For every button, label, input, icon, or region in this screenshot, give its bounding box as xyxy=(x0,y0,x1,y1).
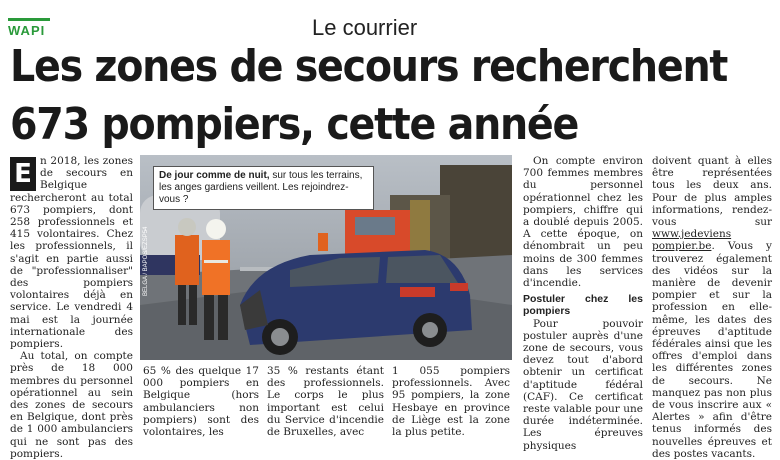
section-label: WAPI xyxy=(8,23,46,38)
headline-line-2: 673 pompiers, cette année xyxy=(10,99,579,150)
article-column-5 xyxy=(523,155,643,452)
headline-line-1: Les zones de secours recherchent xyxy=(10,41,728,92)
article-column-3 xyxy=(267,365,384,438)
paragraph-brussels: 1 055 pompiers professionnels. Avec 95 pompiers, la zone Hesbaye en province de Liège est la zone la plus petite. xyxy=(392,365,510,439)
paragraph-apply: Pour pouvoir postuler auprès d'une zone de secours, vous devez tout d'abord obtenir un certificat d'aptitude fédéral (CAF). Ce certificat reste valable pour une durée indéterminée. Les épreuves physiques xyxy=(523,317,643,452)
section-bar xyxy=(8,18,50,21)
dropcap: E xyxy=(10,157,36,191)
caption-text: sur tous les terrains, les anges gardiens veillent. Les rejoindrez-vous ? xyxy=(159,170,363,205)
article-column-4 xyxy=(392,365,510,438)
article-column-6 xyxy=(652,155,772,460)
info-text: doivent quant à elles être représentées tous les deux ans. Pour de plus amples informations, rendez-vous sur xyxy=(652,155,772,229)
photo-credit: BELGA / BAPOS/EZSP54 xyxy=(143,226,149,296)
caption-bold: De jour comme de nuit, xyxy=(159,170,270,181)
article-column-1 xyxy=(10,155,133,460)
newspaper-name: Le courrier xyxy=(312,15,418,40)
paragraph-professionals: 35 % restants étant des professionnels. Le corps le plus important est celui du Service d'incendie de Bruxelles, avec xyxy=(267,365,384,439)
paragraph-women: On compte environ 700 femmes membres du personnel opérationnel chez les pompiers, chiffre qui a doublé depuis 2005. A cette époque, on dénombrait un peu moins de 300 femmes dans les services d'incendie. xyxy=(523,155,643,290)
intro-text: n 2018, les zones de secours en Belgique rechercheront au total 673 pompiers, dont 258 professionnels et 415 volontaires. Chez les professionnels, il s'agit en partie aussi de "professionnaliser" des pompiers volontaires déjà en service. Le vendredi 4 mai est la journée internationale des pompiers. xyxy=(10,155,133,351)
paragraph-volunteers: 65 % des quelque 17 000 pompiers en Belgique (hors ambulanciers non pompiers) sont des volontaires, les xyxy=(143,365,259,439)
paragraph-info xyxy=(652,155,772,460)
info-text-continued: . Vous y trouverez également des vidéos sur la manière de devenir pompier et sur la profession en elle-même, les dates des épreuves d'aptitude fédérales ainsi que les offres d'emploi dans les différentes zones de secours. Ne manquez pas non plus de vous inscrire aux « Alertes » afin d'être tenus informés des nouvelles épreuves et des postes vacants. xyxy=(652,240,772,460)
paragraph-total: Au total, on compte près de 18 000 membres du personnel opérationnel au sein des zones de secours en Belgique, dont près de 1 000 ambulanciers qui ne sont pas des pompiers. xyxy=(10,350,133,460)
photo-caption xyxy=(153,166,374,210)
headline xyxy=(10,38,728,154)
paragraph-intro xyxy=(10,155,133,350)
article-column-2 xyxy=(143,365,259,438)
subheading-apply: Postuler chez les pompiers xyxy=(523,293,643,318)
website-link[interactable]: www.jedeviens​pompier.be xyxy=(652,228,732,253)
